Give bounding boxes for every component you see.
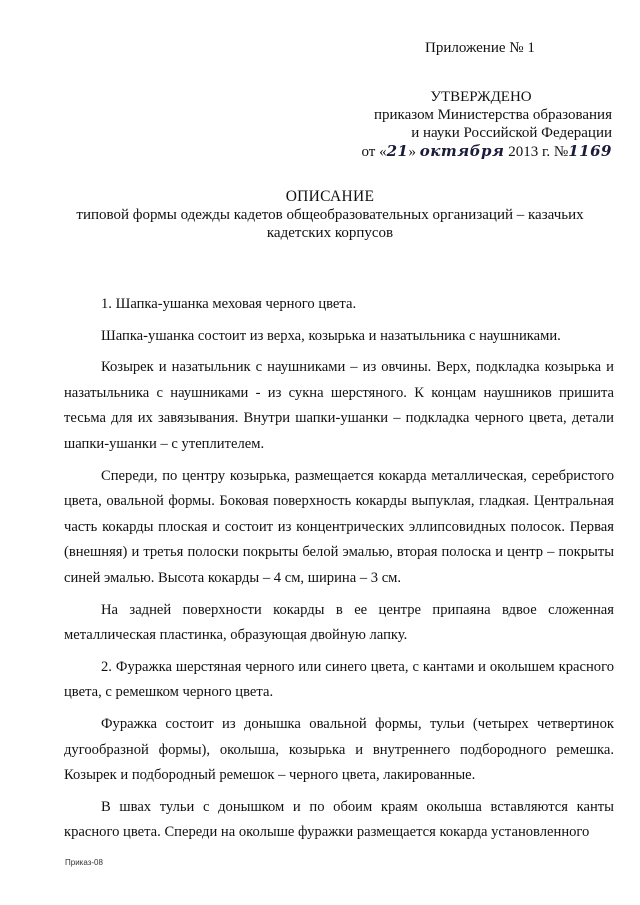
title-subtitle-line-1: типовой формы одежды кадетов общеобразовательных организаций – казачьих — [76, 207, 584, 223]
date-day: 21 — [386, 142, 409, 160]
approval-block — [330, 88, 612, 161]
footer-code: Приказ-08 — [65, 858, 103, 867]
paragraph: Спереди, по центру козырька, размещается кокарда металлическая, серебристого цвета, овальной формы. Боковая поверхность кокарды выпуклая, гладкая. Центральная часть кокарды плоская и состоит из концентрических эллипсовидных полосок. Первая (внешняя) и третья полоски покрыты белой эмалью, вторая полоска и центр – покрыты синей эмалью. Высота кокарды – 4 см, ширина – 3 см. — [64, 467, 614, 586]
order-number: 1169 — [568, 142, 612, 160]
paragraph: В швах тульи с донышком и по обоим краям околыша вставляются канты красного цвета. Спереди на околыше фуражки размещается кокарда установленного — [64, 798, 614, 841]
date-prefix: от « — [361, 144, 387, 160]
date-year: 2013 г. № — [504, 144, 569, 160]
order-line-1: приказом Министерства образования — [374, 107, 612, 123]
document-body — [64, 292, 614, 852]
title-subtitle-line-2: кадетских корпусов — [266, 225, 394, 241]
paragraph: Козырек и назатыльник с наушниками – из овчины. Верх, подкладка козырька и назатыльника с наушниками - из сукна шерстяного. К концам наушников пришита тесьма для их завязывания. Внутри шапки-ушанки – подкладка черного цвета, детали шапки-ушанки – с утеплителем. — [64, 359, 614, 452]
paragraph: 2. Фуражка шерстяная черного или синего цвета, с кантами и околышем красного цвета, с ремешком черного цвета. — [64, 658, 614, 701]
order-date-line — [330, 142, 612, 161]
paragraph: На задней поверхности кокарды в ее центре припаяна вдвое сложенная металлическая пластинка, образующая двойную лапку. — [64, 601, 614, 644]
document-title — [60, 188, 600, 242]
order-line-2: и науки Российской Федерации — [411, 125, 612, 141]
date-mid: » — [408, 144, 420, 160]
appendix-label: Приложение № 1 — [425, 40, 535, 56]
paragraph: 1. Шапка-ушанка меховая черного цвета. — [101, 296, 357, 312]
approved-heading: УТВЕРЖДЕНО — [430, 89, 532, 105]
paragraph: Фуражка состоит из донышка овальной формы, тульи (четырех четвертинок дугообразной формы), околыша, козырька и внутреннего подбородного ремешка. Козырек и подбородный ремешок – черного цвета, лакированные. — [64, 715, 614, 784]
date-month: октября — [419, 142, 505, 160]
paragraph: Шапка-ушанка состоит из верха, козырька и назатыльника с наушниками. — [101, 327, 561, 344]
title-heading: ОПИСАНИЕ — [285, 188, 375, 205]
